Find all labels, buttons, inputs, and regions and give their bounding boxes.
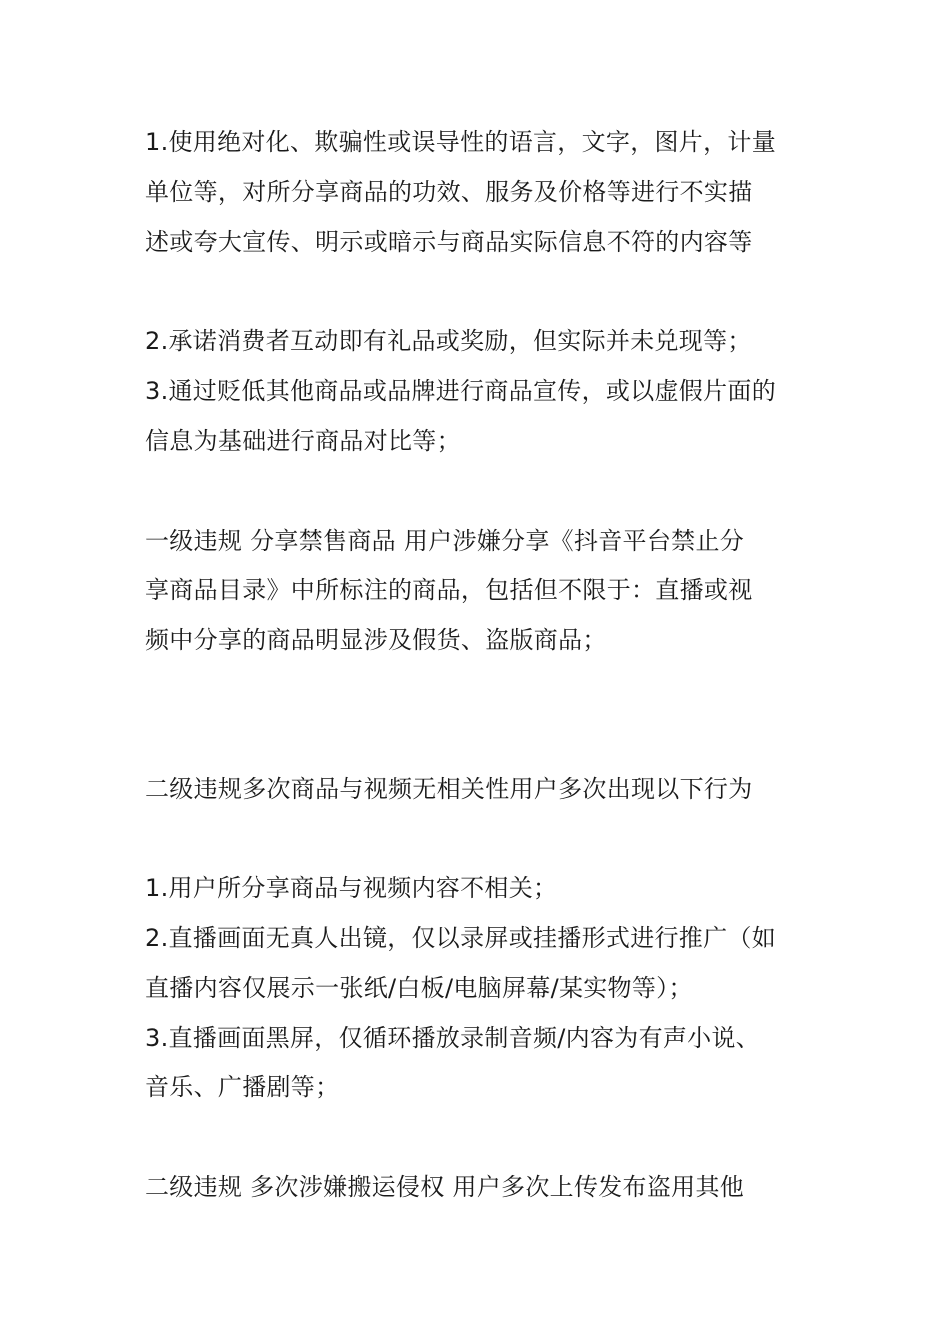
text-line: 述或夸大宣传、明示或暗示与商品实际信息不符的内容等 <box>145 228 753 256</box>
text-line: 3.通过贬低其他商品或品牌进行商品宣传，或以虚假片面的 <box>145 377 776 405</box>
text-line: 二级违规多次商品与视频无相关性用户多次出现以下行为 <box>145 775 753 803</box>
text-line: 信息为基础进行商品对比等； <box>145 427 461 455</box>
text-line: 3.直播画面黑屏，仅循环播放录制音频/内容为有声小说、 <box>145 1024 761 1052</box>
text-line: 一级违规 分享禁售商品 用户涉嫌分享《抖音平台禁止分 <box>145 527 745 555</box>
text-line: 2.承诺消费者互动即有礼品或奖励，但实际并未兑现等； <box>145 327 752 355</box>
text-line: 1.使用绝对化、欺骗性或误导性的语言，文字，图片，计量 <box>145 128 776 156</box>
text-line: 频中分享的商品明显涉及假货、盗版商品； <box>145 626 607 654</box>
text-line: 享商品目录》中所标注的商品，包括但不限于：直播或视 <box>145 576 753 604</box>
text-line: 1.用户所分享商品与视频内容不相关； <box>145 874 558 902</box>
text-line: 二级违规 多次涉嫌搬运侵权 用户多次上传发布盗用其他 <box>145 1173 745 1201</box>
text-line: 2.直播画面无真人出镜，仅以录屏或挂播形式进行推广（如 <box>145 924 776 952</box>
text-line: 音乐、广播剧等； <box>145 1073 340 1101</box>
text-line: 直播内容仅展示一张纸/白板/电脑屏幕/某实物等）； <box>145 974 693 1002</box>
text-line: 单位等，对所分享商品的功效、服务及价格等进行不实描 <box>145 178 753 206</box>
